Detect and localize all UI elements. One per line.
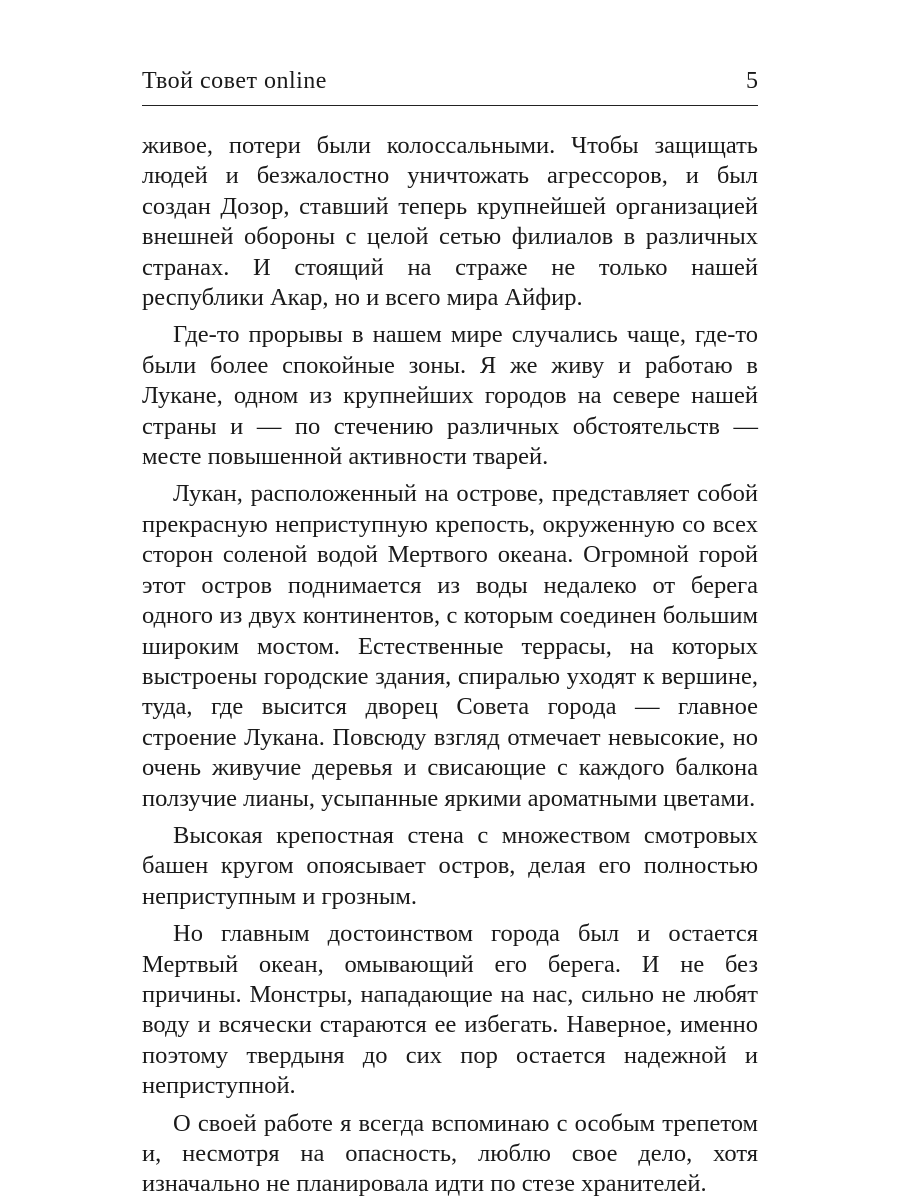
paragraph: О своей работе я всегда вспоминаю с особым трепетом и, несмотря на опасность, люблю свое дело, хотя изначально не планировала идти по стезе хранителей. (142, 1109, 758, 1198)
paragraph: Лукан, расположенный на острове, представляет собой прекрасную неприступную крепость, окруженную со всех сторон соленой водой Мертвого океана. Огромной горой этот остров поднимается из воды недалеко от берега одного из двух континентов, с которым соединен большим широким мостом. Естественные террасы, на которых выстроены городские здания, спиралью уходят к вершине, туда, где высится дворец Совета города — главное строение Лукана. Повсюду взгляд отмечает невысокие, но очень живучие деревья и свисающие с каждого балкона ползучие лианы, усыпанные яркими ароматными цветами. (142, 480, 758, 812)
running-title: Твой совет online (142, 68, 327, 94)
paragraph: живое, потери были колоссальными. Чтобы защищать людей и безжалостно уничтожать агрессоров, и был создан Дозор, ставший теперь крупнейшей организацией внешней обороны с целой сетью филиалов в различных странах. И стоящий на страже не только нашей республики Акар, но и всего мира Айфир. (142, 132, 758, 312)
paragraph: Где-то прорывы в нашем мире случались чаще, где-то были более спокойные зоны. Я же живу и работаю в Лукане, одном из крупнейших городов на севере нашей страны и — по стечению различных обстоятельств — месте повышенной активности тварей. (142, 321, 758, 471)
page-number: 5 (746, 68, 758, 94)
page-header (142, 66, 758, 96)
header-divider (142, 105, 758, 106)
paragraph: Высокая крепостная стена с множеством смотровых башен кругом опоясывает остров, делая его полностью неприступным и грозным. (142, 821, 758, 910)
paragraph: Но главным достоинством города был и остается Мертвый океан, омывающий его берега. И не без причины. Монстры, нападающие на нас, сильно не любят воду и всячески стараются ее избегать. Наверное, именно поэтому твердыня до сих пор остается надежной и неприступной. (142, 920, 758, 1100)
body-text (142, 131, 758, 1200)
